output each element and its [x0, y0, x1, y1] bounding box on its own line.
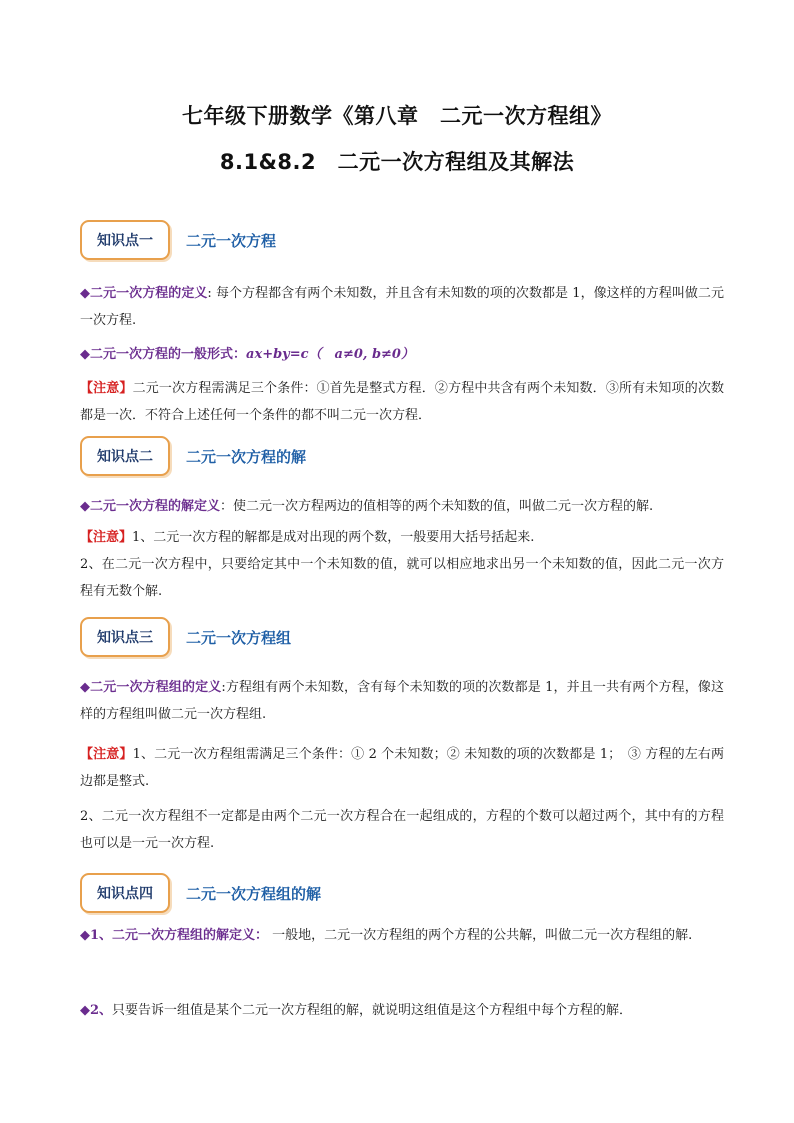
diamond-bullet-icon: ◆	[80, 286, 91, 301]
note-label: 【注意】	[80, 747, 133, 762]
note-label: 【注意】	[80, 530, 133, 545]
section-2-note	[80, 524, 724, 551]
section-3-note-2	[80, 803, 724, 857]
section-1-header	[80, 220, 276, 260]
general-form-label: 二元一次方程的一般形式：	[90, 347, 247, 362]
item-1-label: 1、二元一次方程组的解定义：	[90, 928, 269, 943]
section-2-badge: 知识点二	[80, 436, 170, 476]
definition-text: :方程组有两个未知数，含有每个未知数的项的次数都是 1，并且一共有两个方程，像这样的方程组叫做二元一次方程组.	[80, 680, 724, 722]
section-2-note-2	[80, 551, 724, 605]
section-1-badge: 知识点一	[80, 220, 170, 260]
section-1-heading: 二元一次方程	[186, 231, 277, 250]
section-1-note	[80, 375, 724, 429]
section-4-heading: 二元一次方程组的解	[186, 884, 322, 903]
section-3-header	[80, 617, 291, 657]
page-title: 七年级下册数学《第八章 二元一次方程组》	[182, 104, 612, 128]
note-text: 1、二元一次方程组需满足三个条件：① 2 个未知数；② 未知数的项的次数都是 1； ③ 方程的左右两边都是整式.	[80, 747, 724, 789]
section-2-header	[80, 436, 306, 476]
section-3-note	[80, 741, 724, 795]
section-3-heading: 二元一次方程组	[186, 628, 292, 647]
item-1-text: 一般地，二元一次方程组的两个方程的公共解，叫做二元一次方程组的解.	[268, 928, 693, 943]
note-text: 1、二元一次方程的解都是成对出现的两个数，一般要用大括号括起来.	[132, 530, 535, 545]
section-2-definition	[80, 493, 724, 520]
section-4-badge: 知识点四	[80, 873, 170, 913]
diamond-bullet-icon: ◆	[80, 347, 90, 362]
page-subtitle: 8.1&8.2 二元一次方程组及其解法	[219, 150, 575, 174]
section-4-item-2	[80, 997, 724, 1024]
diamond-bullet-icon: ◆	[80, 499, 90, 514]
note-text-2: 2、在二元一次方程中，只要给定其中一个未知数的值，就可以相应地求出另一个未知数的值，因此二元一次方程有无数个解.	[80, 557, 724, 599]
definition-text: : 每个方程都含有两个未知数，并且含有未知数的项的次数都是 1，像这样的方程叫做二元一次方程.	[80, 286, 724, 328]
section-3-definition	[80, 674, 724, 728]
diamond-bullet-icon: ◆	[80, 680, 91, 695]
general-form-expression: ax+by=c（ a≠0, b≠0）	[246, 347, 414, 362]
section-2-heading: 二元一次方程的解	[186, 447, 307, 466]
definition-label: 二元一次方程的解定义	[90, 499, 221, 514]
note-text: 二元一次方程需满足三个条件：①首先是整式方程．②方程中共含有两个未知数．③所有未知项的次数都是一次．不符合上述任何一个条件的都不叫二元一次方程．	[80, 381, 724, 423]
definition-label: 二元一次方程的定义	[90, 286, 208, 301]
section-3-badge: 知识点三	[80, 617, 170, 657]
note-label: 【注意】	[80, 381, 133, 396]
diamond-bullet-icon: ◆	[80, 1003, 90, 1018]
note-text-2: 2、二元一次方程组不一定都是由两个二元一次方程合在一起组成的，方程的个数可以超过两个，其中有的方程也可以是一元一次方程.	[80, 809, 724, 851]
section-4-header	[80, 873, 321, 913]
definition-text: ：使二元一次方程两边的值相等的两个未知数的值，叫做二元一次方程的解.	[220, 499, 654, 514]
section-1-definition	[80, 280, 724, 334]
item-2-text: 只要告诉一组值是某个二元一次方程组的解，就说明这组值是这个方程组中每个方程的解．	[112, 1003, 633, 1018]
section-4-item-1	[80, 922, 724, 949]
definition-label: 二元一次方程组的定义	[90, 680, 222, 695]
section-1-general-form	[80, 341, 724, 368]
item-2-label: 2、	[90, 1003, 113, 1018]
diamond-bullet-icon: ◆	[80, 928, 90, 943]
